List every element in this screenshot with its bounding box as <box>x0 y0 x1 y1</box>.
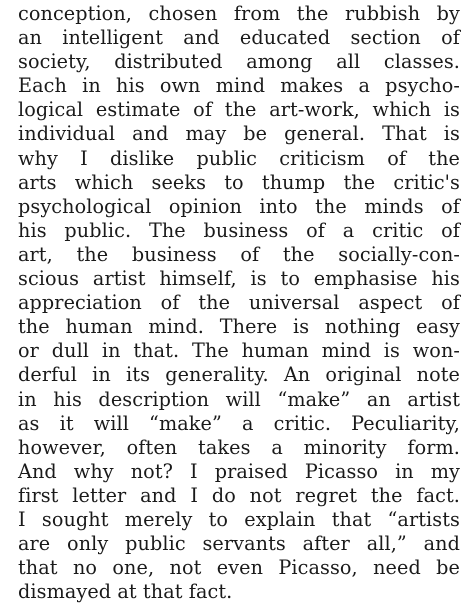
text-line: I sought merely to explain that “artists <box>18 507 460 531</box>
text-line: And why not? I praised Picasso in my <box>18 459 460 483</box>
text-line: logical estimate of the art-work, which is <box>18 98 460 122</box>
text-line: an intelligent and educated section of <box>18 26 460 50</box>
text-line: as it will “make” a critic. Peculiarity, <box>18 411 460 435</box>
text-line: derful in its generality. An original note <box>18 363 460 387</box>
text-line: why I dislike public criticism of the <box>18 146 460 170</box>
text-line: scious artist himself, is to emphasise his <box>18 267 460 291</box>
text-line: Each in his own mind makes a psycho- <box>18 74 460 98</box>
text-line: art, the business of the socially-con- <box>18 242 460 266</box>
text-line: society, distributed among all classes. <box>18 50 460 74</box>
text-line: psychological opinion into the minds of <box>18 194 460 218</box>
text-line: however, often takes a minority form. <box>18 435 460 459</box>
text-line: dismayed at that fact. <box>18 580 233 604</box>
text-line: that no one, not even Picasso, need be <box>18 556 460 580</box>
text-line: are only public servants after all,” and <box>18 532 460 556</box>
text-line: in his description will “make” an artist <box>18 387 460 411</box>
text-line: first letter and I do not regret the fact. <box>18 483 460 507</box>
text-line: arts which seeks to thump the critic's <box>18 170 460 194</box>
text-line: conception, chosen from the rubbish by <box>18 2 460 25</box>
text-line: individual and may be general. That is <box>18 122 460 146</box>
text-line: his public. The business of a critic of <box>18 218 460 242</box>
body-text <box>18 2 460 604</box>
text-line: the human mind. There is nothing easy <box>18 315 460 339</box>
text-line: or dull in that. The human mind is won- <box>18 339 460 363</box>
text-line: appreciation of the universal aspect of <box>18 291 460 315</box>
